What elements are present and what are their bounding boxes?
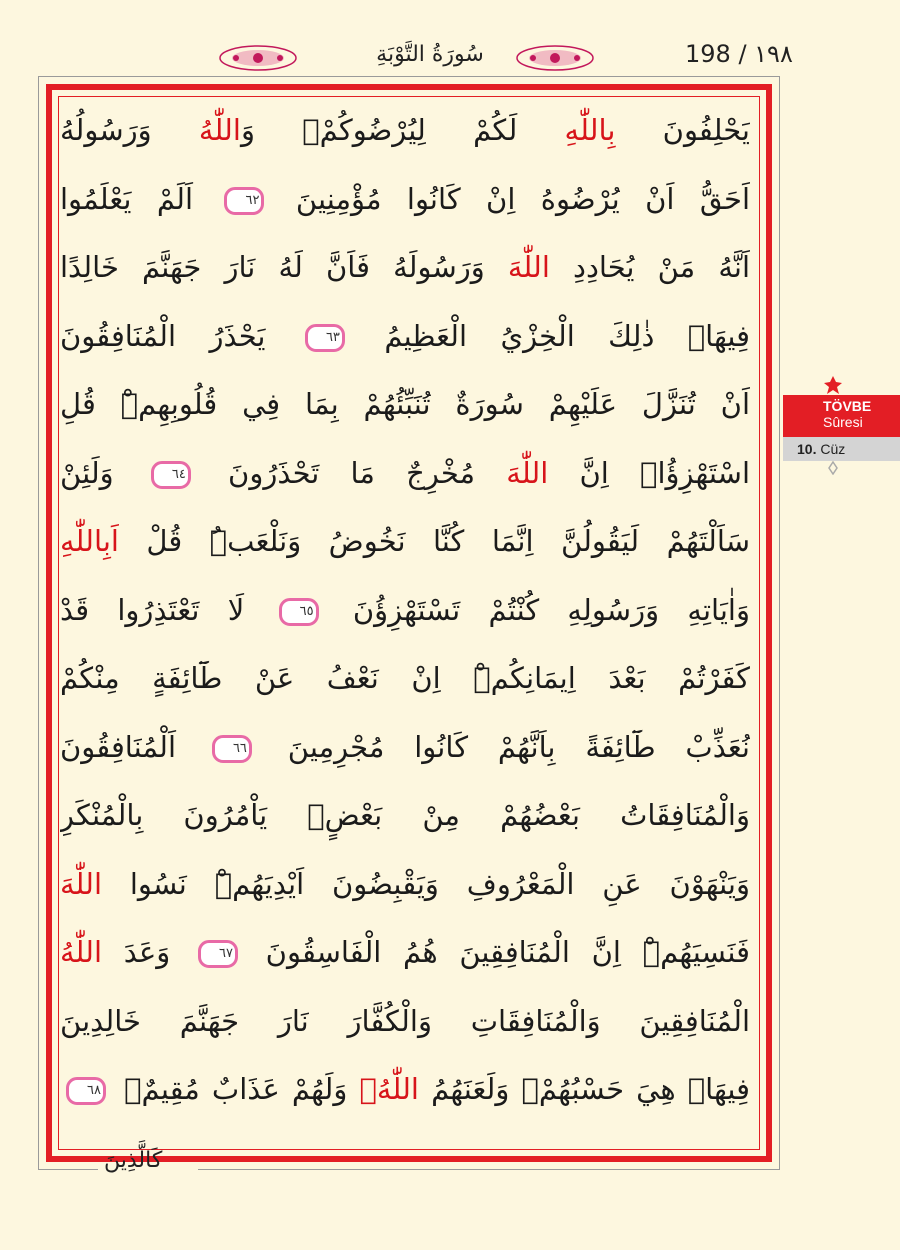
verse-text: فِيهَاۜ ذٰلِكَ الْخِزْيُ الْعَظِيمُ [350,318,750,353]
divine-name-text: اللّٰهُ [60,935,103,969]
surah-side-tab[interactable] [783,395,900,461]
ayah-number-marker: ٦٣ [305,324,345,352]
verse-text: وَالْمُنَافِقَاتُ بَعْضُهُمْ مِنْ بَعْضٍۢ يَاْمُرُونَ بِالْمُنْكَرِ [60,798,750,832]
surah-name-label [783,395,900,437]
verse-text: كَفَرْتُمْ بَعْدَ اِيمَانِكُمْۜ اِنْ نَعْفُ عَنْ طَٓائِفَةٍ مِنْكُمْ [60,661,750,695]
verse-text: اَلْمُنَافِقُونَ [60,729,206,764]
juz-number: 10. [797,441,817,457]
verse-text: يَحْلِفُونَ [615,113,750,147]
ayah-number-marker: ٦٦ [212,735,252,763]
ayah-number-marker: ٦٥ [279,598,319,626]
surah-label: Sûresi [823,414,863,430]
text-line [60,302,750,370]
text-line [60,576,750,644]
text-line [60,781,750,849]
text-line [60,918,750,986]
surah-title: سُورَةُ التَّوْبَةِ [376,42,484,67]
text-line [60,850,750,918]
page-header [0,40,900,80]
text-line [60,165,750,233]
verse-text: وَيَنْهَوْنَ عَنِ الْمَعْرُوفِ وَيَقْبِضُونَ اَيْدِيَهُمْۜ نَسُوا [102,866,750,901]
text-line [60,1055,750,1123]
verse-text: اَحَقُّ اَنْ يُرْضُوهُ اِنْ كَانُوا مُؤْمِنِينَ [270,181,750,216]
verse-text: فَنَسِيَهُمْۜ اِنَّ الْمُنَافِقِينَ هُمُ الْفَاسِقُونَ [243,935,750,969]
verse-text: لَا تَعْتَذِرُوا قَدْ [60,592,273,627]
header-ornament-left-icon [218,44,298,72]
verse-text: فِيهَاۜ هِيَ حَسْبُهُمْۚ وَلَعَنَهُمُ [418,1072,750,1106]
verse-text: الْمُنَافِقِينَ وَالْمُنَافِقَاتِ وَالْكُفَّارَ نَارَ جَهَنَّمَ خَالِدِينَ [60,1003,750,1038]
header-ornament-right-icon [515,44,595,72]
verse-text: اَنَّهُ مَنْ يُحَادِدِ [549,250,750,284]
divine-name-text: اللّٰهَ [506,455,549,490]
verse-text: وَعَدَ [102,935,192,969]
verse-text: وَرَسُولُهُ [60,113,199,147]
juz-label [783,437,900,461]
ayah-number-marker: ٦٤ [151,461,191,489]
surah-name: TÖVBE [823,398,872,414]
text-line [60,370,750,438]
verse-text: لَكُمْ لِيُرْضُوكُمْۚ وَ [240,113,565,147]
divine-name-text: اللّٰهَ [60,866,103,901]
verse-text: يَحْذَرُ الْمُنَافِقُونَ [60,318,299,353]
tab-ornament-bottom-icon [821,461,845,475]
juz-text: Cüz [820,441,846,457]
quran-text-body [60,96,750,1164]
verse-text: مُخْرِجٌ مَا تَحْذَرُونَ [196,455,507,490]
text-line [60,507,750,575]
verse-text: نُعَذِّبْ طَٓائِفَةً بِاَنَّهُمْ كَانُوا مُجْرِمِينَ [257,729,750,764]
divine-name-text: اللّٰهُ [359,1072,419,1106]
ayah-number-marker: ٦٢ [224,187,264,215]
text-line [60,644,750,712]
divine-name-text: اللّٰهَ [507,250,550,284]
ayah-number-marker: ٦٧ [198,940,238,968]
text-line [60,987,750,1055]
verse-text: وَلَئِنْ [60,455,145,490]
verse-text: وَاٰيَاتِهِ وَرَسُولِهِ كُنْتُمْ تَسْتَهْزِؤُنَ [324,592,750,627]
verse-text: وَرَسُولَهُ فَاَنَّ لَهُ نَارَ جَهَنَّمَ خَالِدًا [60,250,508,284]
divine-name-text: بِاللّٰهِ [564,113,616,147]
tab-ornament-top-icon [821,375,845,395]
text-line [60,233,750,301]
text-line [60,713,750,781]
verse-text: سَاَلْتَهُمْ لَيَقُولُنَّ اِنَّمَا كُنَّا نَخُوضُ وَنَلْعَبُۜ قُلْ [118,524,750,558]
verse-text: اسْتَهْزِؤُاۚ اِنَّ [548,455,750,490]
verse-text: اَلَمْ يَعْلَمُوا [60,181,219,216]
ayah-number-marker: ٦٨ [66,1077,106,1105]
verse-text: ۚ وَلَهُمْ عَذَابٌ مُقِيمٌۙ [112,1072,360,1106]
catchword: كَالَّذِينَ [104,1148,163,1173]
text-line [60,96,750,164]
divine-name-text: اَبِاللّٰهِ [60,524,119,558]
divine-name-text: اللّٰهُ [198,113,241,147]
page-number: 198 / ١٩٨ [685,40,793,68]
verse-text: اَنْ تُنَزَّلَ عَلَيْهِمْ سُورَةٌ تُنَبِّئُهُمْ بِمَا فِي قُلُوبِهِمْۜ قُلِ [60,387,750,421]
text-line [60,439,750,507]
